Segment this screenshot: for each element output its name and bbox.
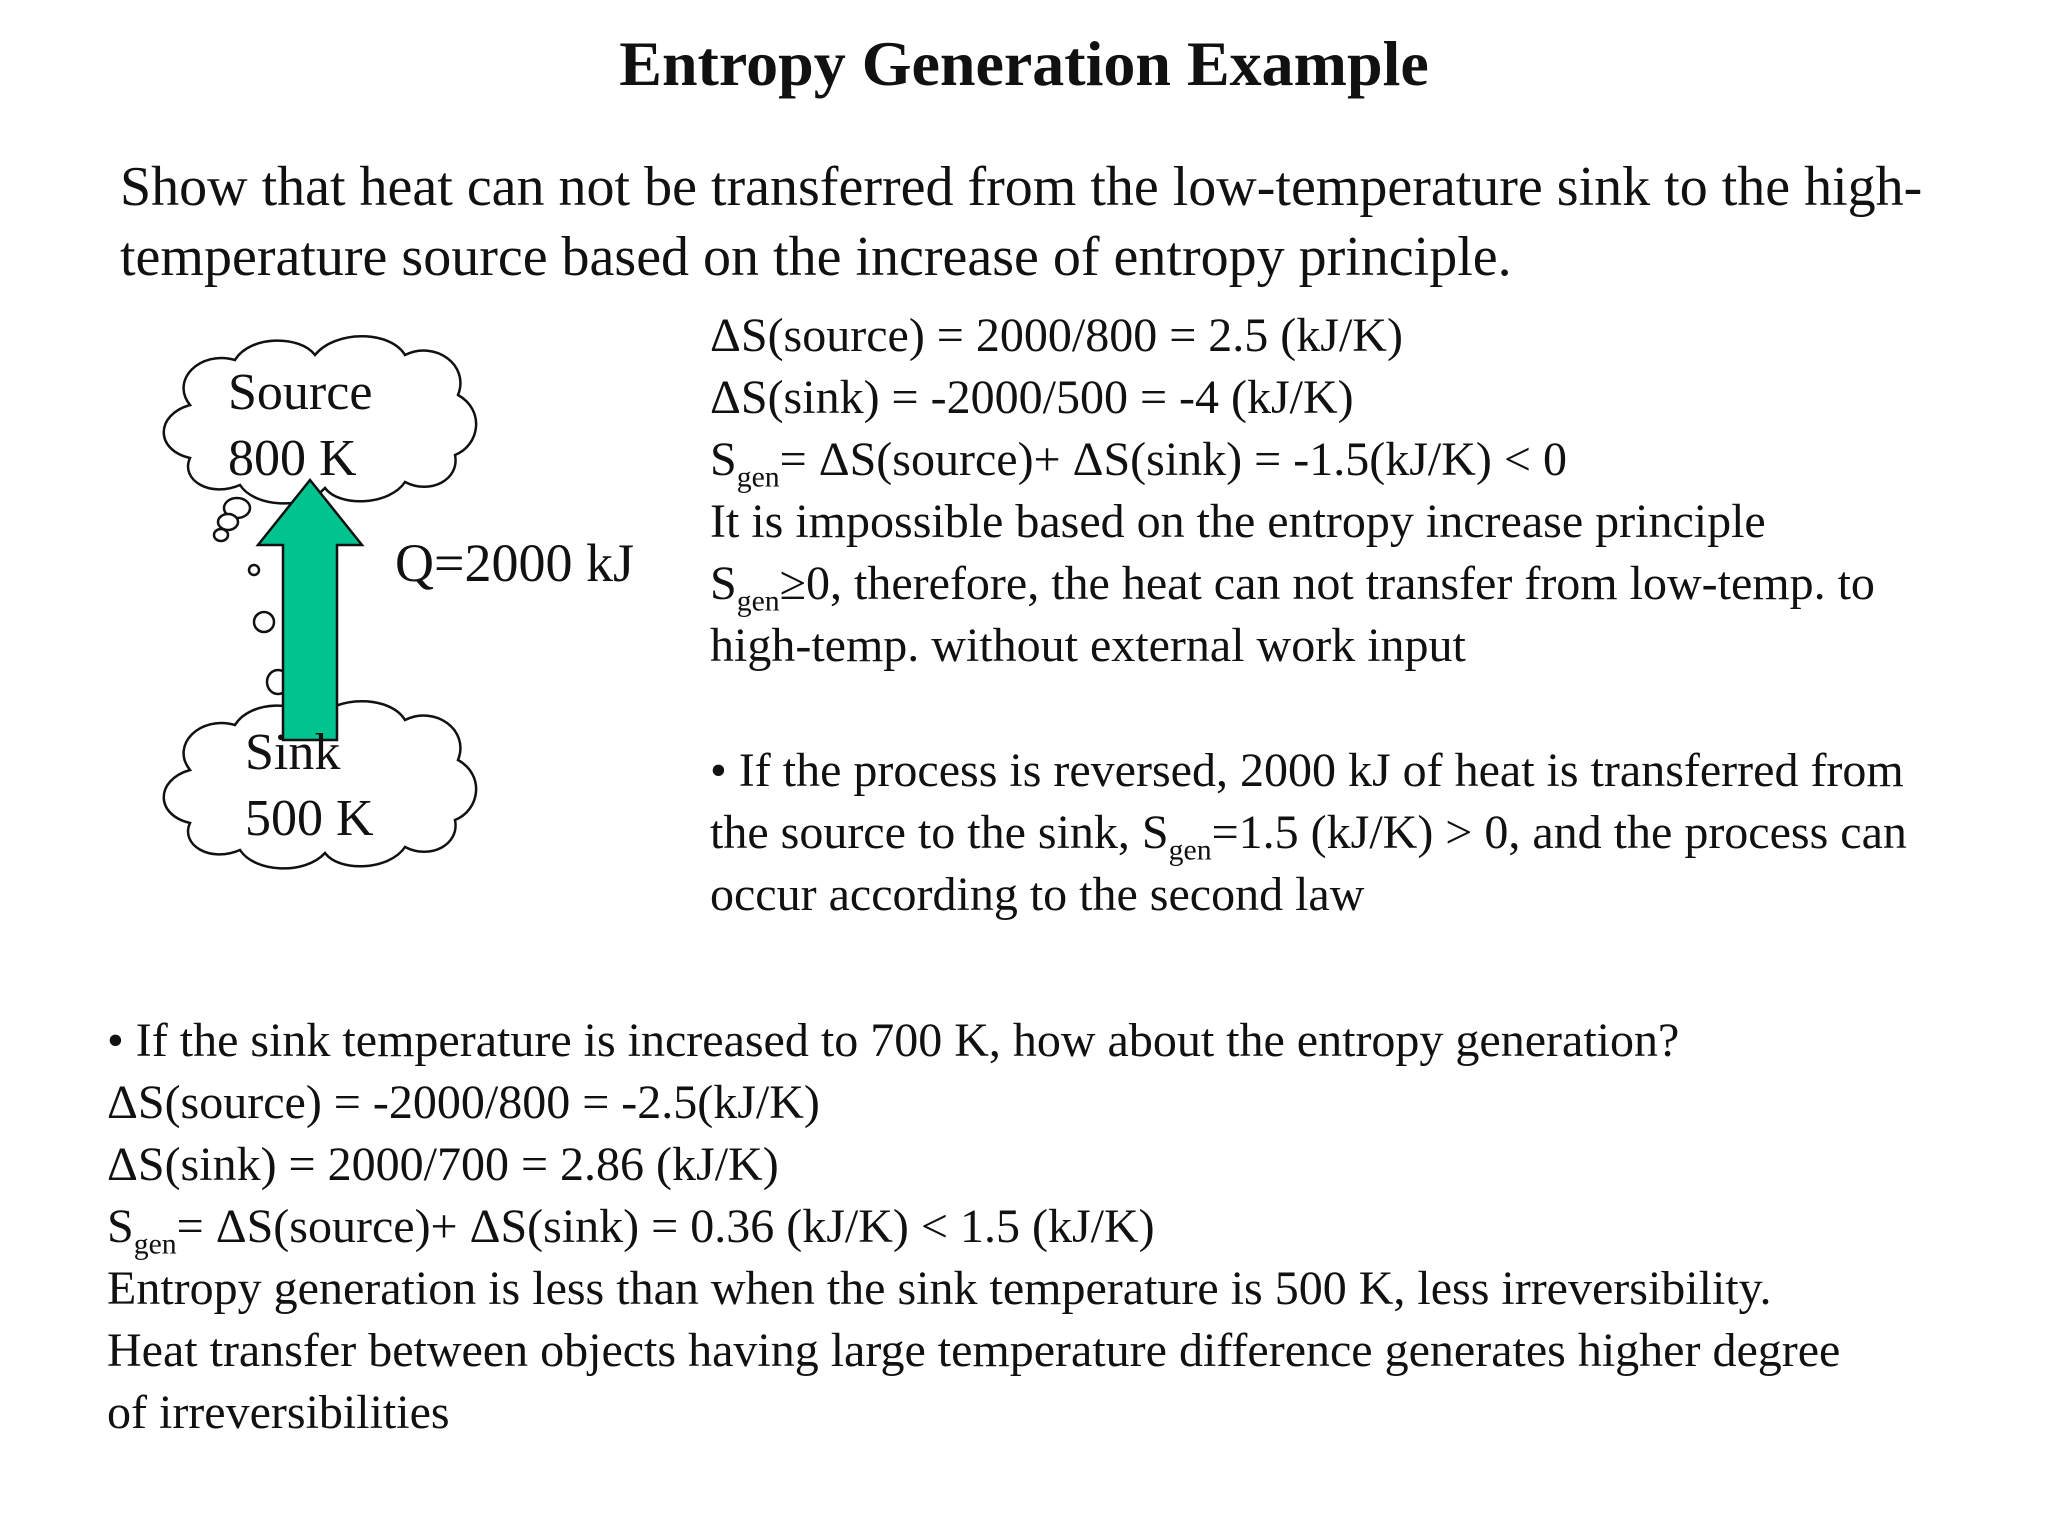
sgen-subscript: gen xyxy=(736,584,780,618)
heat-transfer-note-2: of irreversibilities xyxy=(107,1386,450,1439)
sgen-equation: = ΔS(source)+ ΔS(sink) = -1.5(kJ/K) < 0 xyxy=(779,433,1567,486)
sink-temperature: 500 K xyxy=(245,790,374,847)
reversed-process-block xyxy=(710,740,1907,926)
sink-increase-sgen-line xyxy=(107,1196,1840,1261)
reversed-line-1: • If the process is reversed, 2000 kJ of heat is transferred from xyxy=(710,744,1904,797)
diagram-graphics xyxy=(140,330,700,930)
sgen-equation: = ΔS(source)+ ΔS(sink) = 0.36 (kJ/K) < 1.5 (kJ/K) xyxy=(176,1200,1155,1253)
reversed-text-pre: the source to the sink, S xyxy=(710,806,1169,859)
reversed-line-2 xyxy=(710,802,1907,867)
heat-arrow-icon xyxy=(258,480,362,740)
sgen-subscript: gen xyxy=(133,1227,177,1261)
source-label xyxy=(228,360,372,492)
sink-name: Sink xyxy=(245,724,341,781)
source-entropy-line: ΔS(source) = 2000/800 = 2.5 (kJ/K) xyxy=(710,309,1403,362)
sgen-symbol: S xyxy=(710,433,737,486)
sgen-subscript: gen xyxy=(1168,833,1212,867)
principle-text: ≥0, therefore, the heat can not transfer from low-temp. to xyxy=(779,557,1875,610)
sink-increase-conclusion: Entropy generation is less than when the sink temperature is 500 K, less irreversibility. xyxy=(107,1262,1772,1315)
page-title: Entropy Generation Example xyxy=(619,28,1429,99)
sink-increase-block xyxy=(107,1010,1840,1444)
heat-label: Q=2000 kJ xyxy=(395,533,634,593)
heat-transfer-diagram xyxy=(140,330,700,930)
sink-increase-source-line: ΔS(source) = -2000/800 = -2.5(kJ/K) xyxy=(107,1076,820,1129)
heat-transfer-note-1: Heat transfer between objects having large temperature difference generates higher degree xyxy=(107,1324,1841,1377)
sgen-subscript: gen xyxy=(736,460,780,494)
sgen-symbol: S xyxy=(107,1200,134,1253)
impossible-line: It is impossible based on the entropy increase principle xyxy=(710,495,1766,548)
sink-increase-sink-line: ΔS(sink) = 2000/700 = 2.86 (kJ/K) xyxy=(107,1138,779,1191)
sink-entropy-line: ΔS(sink) = -2000/500 = -4 (kJ/K) xyxy=(710,371,1354,424)
sink-label xyxy=(245,720,374,852)
principle-line xyxy=(710,553,1875,618)
source-name: Source xyxy=(228,364,373,421)
problem-line-2: temperature source based on the increase of entropy principle. xyxy=(120,226,1512,288)
sgen-symbol: S xyxy=(710,557,737,610)
reversed-line-3: occur according to the second law xyxy=(710,868,1365,921)
solution-block xyxy=(710,305,1875,677)
problem-line-1: Show that heat can not be transferred from the low-temperature sink to the high- xyxy=(120,156,1923,218)
work-input-line: high-temp. without external work input xyxy=(710,619,1466,672)
sink-increase-question: • If the sink temperature is increased to 700 K, how about the entropy generation? xyxy=(107,1014,1680,1067)
sgen-line xyxy=(710,429,1875,494)
reversed-text-post: =1.5 (kJ/K) > 0, and the process can xyxy=(1211,806,1907,859)
problem-statement xyxy=(120,152,2000,292)
source-temperature: 800 K xyxy=(228,430,357,487)
